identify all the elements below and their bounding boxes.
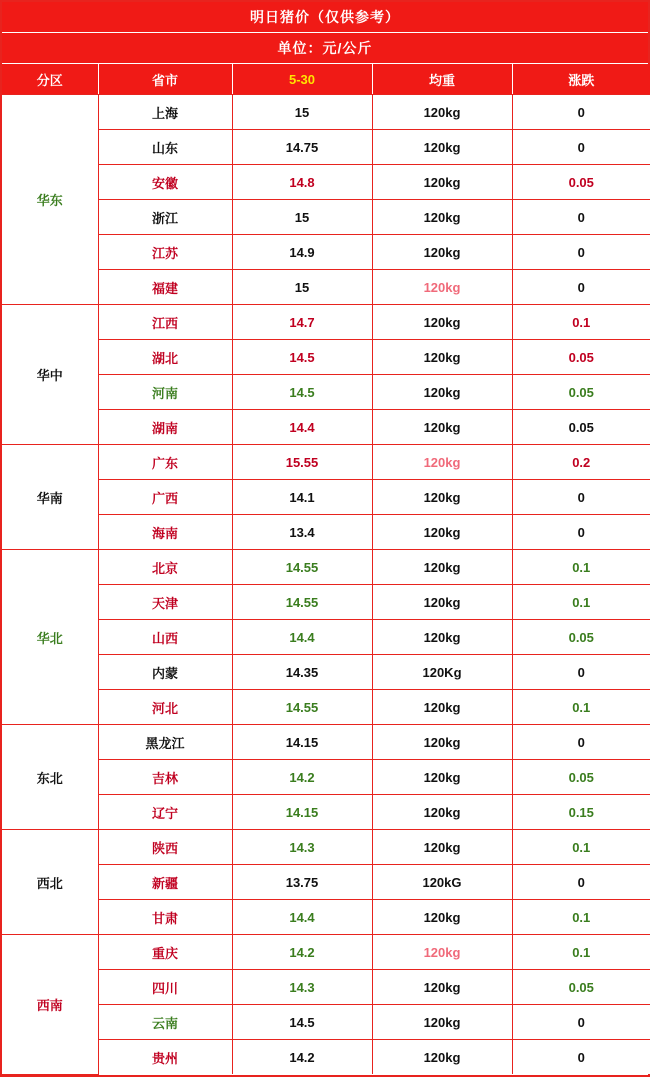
change-cell: 0 <box>512 1005 650 1040</box>
table-row <box>2 550 650 585</box>
change-cell: 0 <box>512 655 650 690</box>
province-cell: 贵州 <box>98 1040 232 1075</box>
table-row <box>2 480 650 515</box>
table-row <box>2 1005 650 1040</box>
change-cell: 0.1 <box>512 900 650 935</box>
table-row <box>2 935 650 970</box>
province-cell: 河北 <box>98 690 232 725</box>
table-row <box>2 130 650 165</box>
province-cell: 山西 <box>98 620 232 655</box>
table-row <box>2 900 650 935</box>
region-cell: 华中 <box>2 305 98 445</box>
change-cell: 0 <box>512 235 650 270</box>
province-cell: 黑龙江 <box>98 725 232 760</box>
weight-cell: 120kg <box>372 900 512 935</box>
price-cell: 14.4 <box>232 900 372 935</box>
price-cell: 13.75 <box>232 865 372 900</box>
table-head <box>2 64 650 95</box>
region-cell: 华南 <box>2 445 98 550</box>
header-row <box>2 64 650 95</box>
region-cell: 西北 <box>2 830 98 935</box>
change-cell: 0.1 <box>512 305 650 340</box>
province-cell: 天津 <box>98 585 232 620</box>
price-cell: 14.4 <box>232 410 372 445</box>
price-cell: 14.2 <box>232 935 372 970</box>
table-row <box>2 95 650 130</box>
table-row <box>2 795 650 830</box>
weight-cell: 120kg <box>372 935 512 970</box>
table-row <box>2 340 650 375</box>
price-cell: 14.2 <box>232 1040 372 1075</box>
province-cell: 山东 <box>98 130 232 165</box>
weight-cell: 120kg <box>372 585 512 620</box>
change-cell: 0.05 <box>512 375 650 410</box>
price-cell: 14.55 <box>232 690 372 725</box>
province-cell: 湖南 <box>98 410 232 445</box>
weight-cell: 120kg <box>372 340 512 375</box>
change-cell: 0 <box>512 130 650 165</box>
table-row <box>2 270 650 305</box>
change-cell: 0.05 <box>512 760 650 795</box>
price-cell: 14.55 <box>232 585 372 620</box>
price-cell: 14.35 <box>232 655 372 690</box>
province-cell: 安徽 <box>98 165 232 200</box>
column-header-weight: 均重 <box>372 64 512 95</box>
province-cell: 吉林 <box>98 760 232 795</box>
change-cell: 0 <box>512 515 650 550</box>
price-cell: 15 <box>232 200 372 235</box>
table-row <box>2 865 650 900</box>
weight-cell: 120kg <box>372 550 512 585</box>
change-cell: 0 <box>512 1040 650 1075</box>
province-cell: 江苏 <box>98 235 232 270</box>
weight-cell: 120kg <box>372 200 512 235</box>
table-row <box>2 1040 650 1075</box>
price-cell: 14.1 <box>232 480 372 515</box>
price-cell: 14.7 <box>232 305 372 340</box>
table-row <box>2 375 650 410</box>
price-cell: 13.4 <box>232 515 372 550</box>
province-cell: 广西 <box>98 480 232 515</box>
weight-cell: 120kg <box>372 480 512 515</box>
sheet-unit: 单位：元/公斤 <box>2 33 648 64</box>
price-cell: 14.9 <box>232 235 372 270</box>
change-cell: 0.1 <box>512 690 650 725</box>
province-cell: 辽宁 <box>98 795 232 830</box>
weight-cell: 120kG <box>372 865 512 900</box>
change-cell: 0.05 <box>512 165 650 200</box>
table-row <box>2 655 650 690</box>
price-cell: 14.3 <box>232 970 372 1005</box>
province-cell: 海南 <box>98 515 232 550</box>
table-row <box>2 410 650 445</box>
weight-cell: 120kg <box>372 165 512 200</box>
table-row <box>2 970 650 1005</box>
province-cell: 陕西 <box>98 830 232 865</box>
change-cell: 0.2 <box>512 445 650 480</box>
province-cell: 广东 <box>98 445 232 480</box>
table-row <box>2 305 650 340</box>
price-cell: 14.5 <box>232 1005 372 1040</box>
change-cell: 0.05 <box>512 410 650 445</box>
change-cell: 0.05 <box>512 970 650 1005</box>
weight-cell: 120kg <box>372 760 512 795</box>
province-cell: 河南 <box>98 375 232 410</box>
change-cell: 0 <box>512 95 650 130</box>
region-cell: 华东 <box>2 95 98 305</box>
province-cell: 内蒙 <box>98 655 232 690</box>
province-cell: 重庆 <box>98 935 232 970</box>
table-row <box>2 725 650 760</box>
price-cell: 14.5 <box>232 375 372 410</box>
table-row <box>2 235 650 270</box>
table-body <box>2 95 650 1075</box>
table-row <box>2 445 650 480</box>
price-cell: 14.15 <box>232 725 372 760</box>
region-cell: 华北 <box>2 550 98 725</box>
region-cell: 西南 <box>2 935 98 1075</box>
change-cell: 0 <box>512 200 650 235</box>
change-cell: 0.1 <box>512 585 650 620</box>
price-table <box>2 64 650 1075</box>
table-row <box>2 585 650 620</box>
price-cell: 14.8 <box>232 165 372 200</box>
province-cell: 甘肃 <box>98 900 232 935</box>
price-cell: 15 <box>232 95 372 130</box>
weight-cell: 120kg <box>372 690 512 725</box>
weight-cell: 120kg <box>372 620 512 655</box>
weight-cell: 120kg <box>372 970 512 1005</box>
weight-cell: 120kg <box>372 515 512 550</box>
province-cell: 浙江 <box>98 200 232 235</box>
table-row <box>2 620 650 655</box>
table-row <box>2 760 650 795</box>
price-cell: 15.55 <box>232 445 372 480</box>
price-cell: 14.15 <box>232 795 372 830</box>
weight-cell: 120kg <box>372 130 512 165</box>
province-cell: 福建 <box>98 270 232 305</box>
change-cell: 0.05 <box>512 340 650 375</box>
change-cell: 0.1 <box>512 550 650 585</box>
column-header-region: 分区 <box>2 64 98 95</box>
province-cell: 云南 <box>98 1005 232 1040</box>
weight-cell: 120kg <box>372 95 512 130</box>
change-cell: 0 <box>512 725 650 760</box>
change-cell: 0 <box>512 865 650 900</box>
region-cell: 东北 <box>2 725 98 830</box>
price-cell: 14.3 <box>232 830 372 865</box>
weight-cell: 120kg <box>372 235 512 270</box>
price-cell: 14.2 <box>232 760 372 795</box>
price-cell: 14.5 <box>232 340 372 375</box>
weight-cell: 120kg <box>372 270 512 305</box>
weight-cell: 120kg <box>372 725 512 760</box>
price-cell: 14.4 <box>232 620 372 655</box>
change-cell: 0.1 <box>512 830 650 865</box>
change-cell: 0.1 <box>512 935 650 970</box>
province-cell: 北京 <box>98 550 232 585</box>
column-header-change: 涨跌 <box>512 64 650 95</box>
column-header-date: 5-30 <box>232 64 372 95</box>
weight-cell: 120kg <box>372 795 512 830</box>
table-row <box>2 200 650 235</box>
change-cell: 0.05 <box>512 620 650 655</box>
weight-cell: 120kg <box>372 375 512 410</box>
table-row <box>2 690 650 725</box>
weight-cell: 120kg <box>372 445 512 480</box>
province-cell: 上海 <box>98 95 232 130</box>
table-row <box>2 515 650 550</box>
weight-cell: 120kg <box>372 1040 512 1075</box>
change-cell: 0 <box>512 480 650 515</box>
weight-cell: 120kg <box>372 1005 512 1040</box>
table-row <box>2 830 650 865</box>
province-cell: 江西 <box>98 305 232 340</box>
province-cell: 新疆 <box>98 865 232 900</box>
table-row <box>2 165 650 200</box>
price-cell: 15 <box>232 270 372 305</box>
province-cell: 四川 <box>98 970 232 1005</box>
weight-cell: 120kg <box>372 830 512 865</box>
province-cell: 湖北 <box>98 340 232 375</box>
change-cell: 0.15 <box>512 795 650 830</box>
column-header-province: 省市 <box>98 64 232 95</box>
weight-cell: 120kg <box>372 410 512 445</box>
price-cell: 14.75 <box>232 130 372 165</box>
weight-cell: 120Kg <box>372 655 512 690</box>
change-cell: 0 <box>512 270 650 305</box>
weight-cell: 120kg <box>372 305 512 340</box>
price-cell: 14.55 <box>232 550 372 585</box>
sheet-title: 明日猪价（仅供参考） <box>2 2 648 33</box>
